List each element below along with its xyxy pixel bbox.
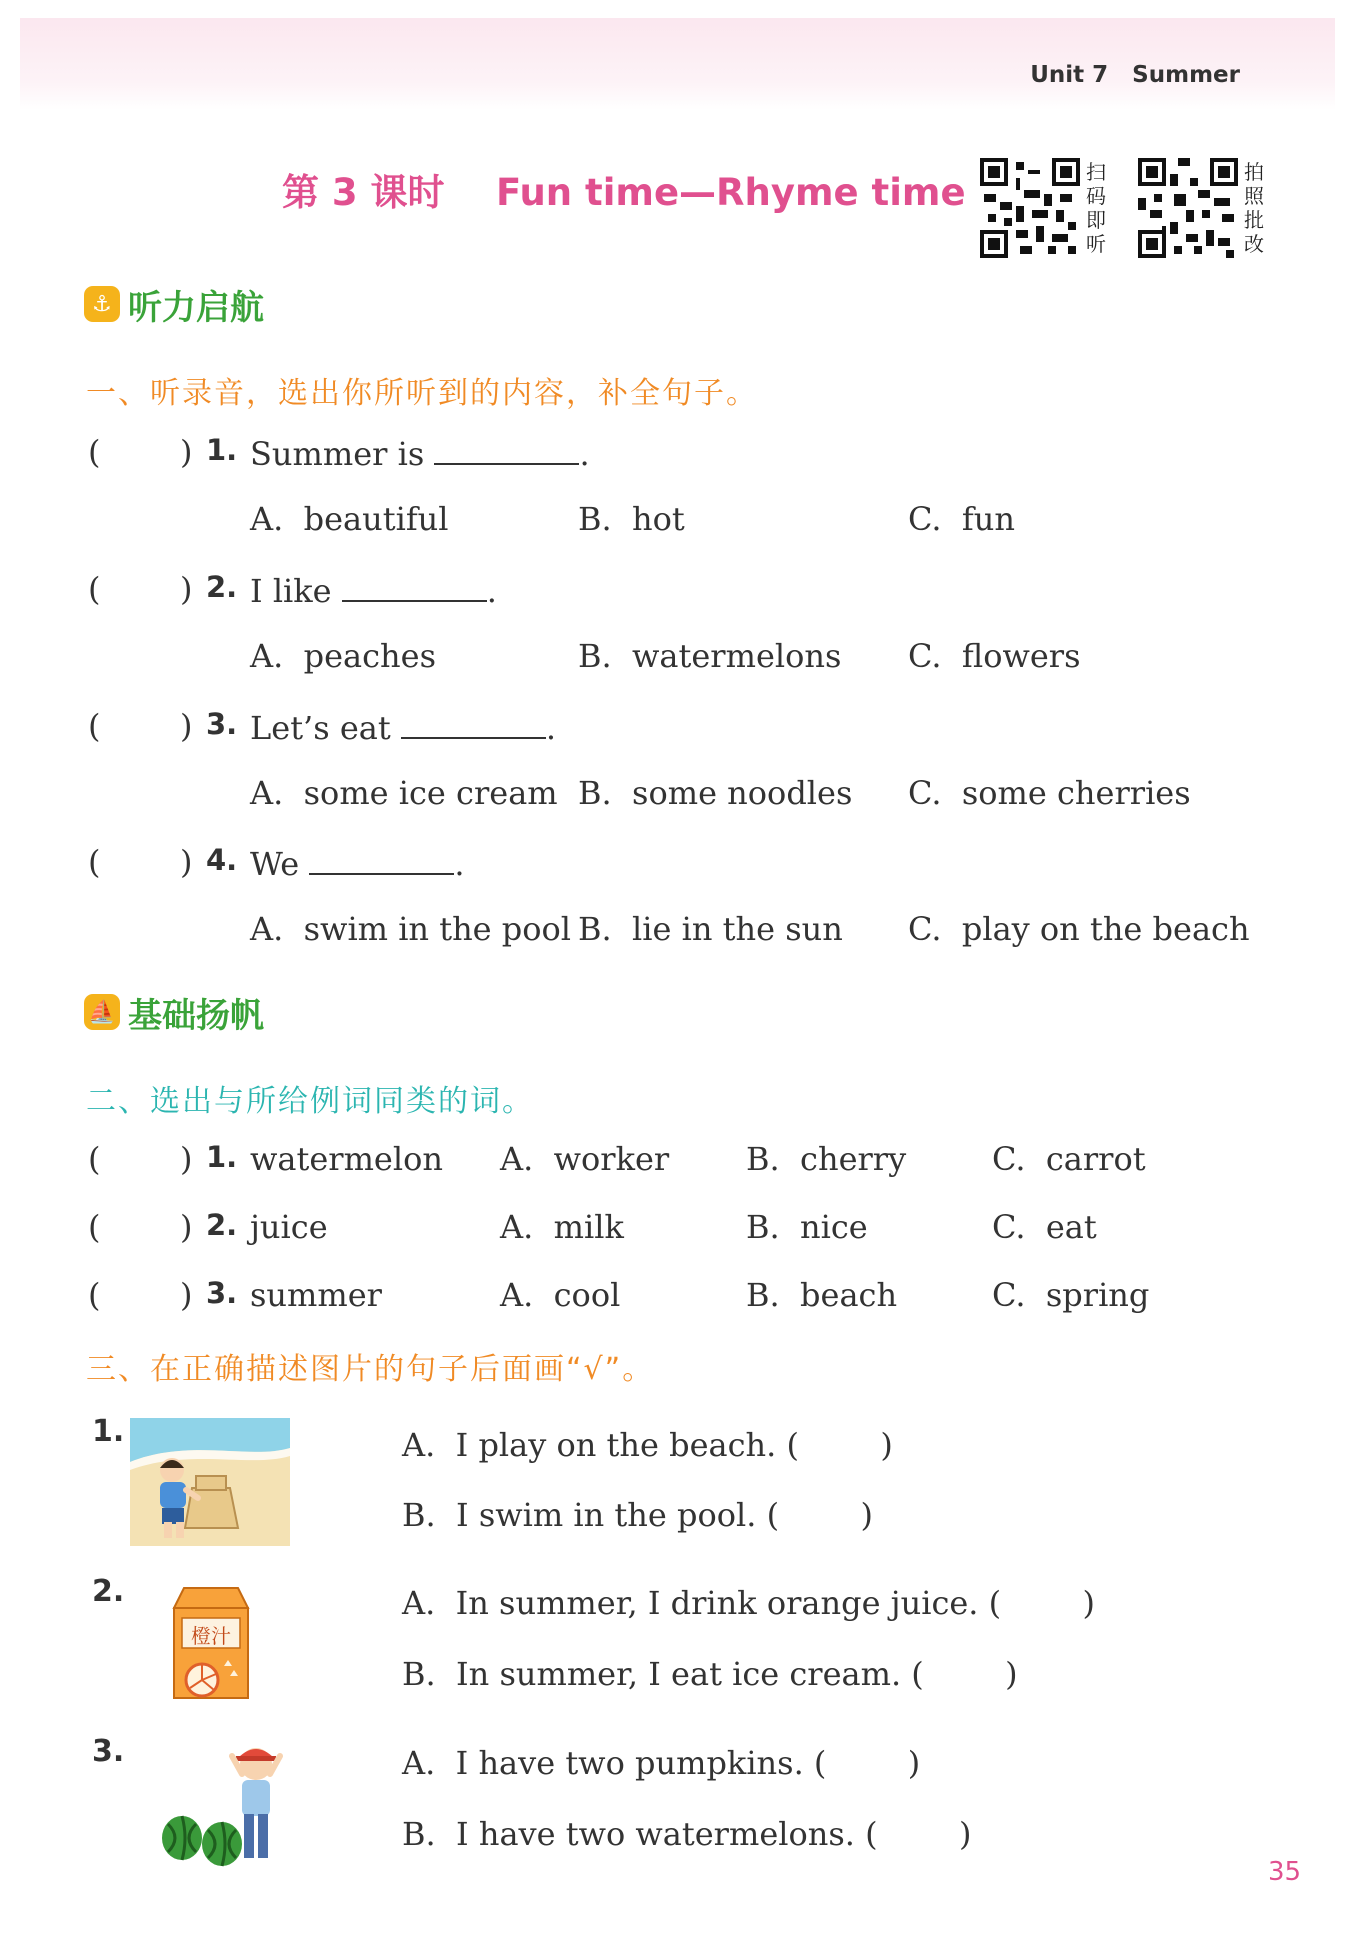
item-number: 2. [92,1574,125,1609]
option-b[interactable]: B. lie in the sun [578,910,843,948]
listening-question: ( ) 1. Summer is . [88,433,590,473]
answer-blank[interactable] [342,570,487,602]
statement-b[interactable]: B. I swim in the pool. ( ) [402,1496,873,1534]
statement-b[interactable]: B. I have two watermelons. ( ) [402,1815,972,1853]
option-c[interactable]: C. carrot [992,1140,1146,1178]
option-c[interactable]: C. eat [992,1208,1097,1246]
sailboat-icon: ⛵ [84,994,120,1030]
answer-blank[interactable] [401,707,546,739]
carton-label: 橙汁 [191,1624,231,1648]
qr-code-listen[interactable] [980,158,1080,258]
option-a[interactable]: A. peaches [250,637,437,675]
option-c[interactable]: C. play on the beach [908,910,1250,948]
option-c[interactable]: C. fun [908,500,1015,538]
option-b[interactable]: B. hot [578,500,685,538]
answer-blank[interactable] [434,433,579,465]
category-question: ( ) 1. watermelon A. worker B. cherry C. carrot [88,1140,1146,1178]
option-b[interactable]: B. some noodles [578,774,853,812]
option-a[interactable]: A. worker [500,1140,670,1178]
option-a[interactable]: A. milk [500,1208,624,1246]
option-a[interactable]: A. cool [500,1276,621,1314]
option-c[interactable]: C. flowers [908,637,1081,675]
beach-boy-picture [130,1418,290,1546]
option-a[interactable]: A. swim in the pool [250,910,572,948]
qr-grade-caption: 拍 照 批 改 [1244,160,1264,256]
orange-juice-carton-picture [168,1584,254,1700]
option-a[interactable]: A. some ice cream [250,774,558,812]
statement-a[interactable]: A. In summer, I drink orange juice. ( ) [402,1584,1095,1622]
part-1-title: 一、听录音，选出你所听到的内容，补全句子。 [86,376,758,411]
statement-b[interactable]: B. In summer, I eat ice cream. ( ) [402,1655,1018,1693]
item-number: 1. [92,1414,125,1449]
page-number: 35 [1268,1857,1302,1887]
listening-question: ( ) 2. I like . [88,570,497,610]
item-number: 3. [92,1734,125,1769]
option-b[interactable]: B. beach [746,1276,898,1314]
option-c[interactable]: C. spring [992,1276,1150,1314]
boy-watermelons-picture [152,1734,292,1870]
part-3-title: 三、在正确描述图片的句子后面画“√”。 [86,1352,655,1387]
unit-label: Unit 7 Summer [1030,62,1240,88]
option-b[interactable]: B. nice [746,1208,868,1246]
option-b[interactable]: B. cherry [746,1140,907,1178]
option-b[interactable]: B. watermelons [578,637,842,675]
part-2-title: 二、选出与所给例词同类的词。 [86,1084,534,1119]
lesson-title: 第 3 课时 Fun time—Rhyme time [282,171,966,214]
listening-question: ( ) 4. We . [88,843,465,883]
answer-blank[interactable] [309,843,454,875]
option-c[interactable]: C. some cherries [908,774,1191,812]
category-question: ( ) 2. juice A. milk B. nice C. eat [88,1208,1097,1246]
section-heading-listening: ⚓ 听力启航 [84,282,264,326]
statement-a[interactable]: A. I play on the beach. ( ) [402,1426,893,1464]
qr-listen-caption: 扫 码 即 听 [1086,160,1106,256]
option-a[interactable]: A. beautiful [250,500,449,538]
anchor-icon: ⚓ [84,286,120,322]
qr-code-grade[interactable] [1138,158,1238,258]
statement-a[interactable]: A. I have two pumpkins. ( ) [402,1744,921,1782]
listening-question: ( ) 3. Let’s eat . [88,707,557,747]
section-heading-basics: ⛵ 基础扬帆 [84,990,264,1034]
category-question: ( ) 3. summer A. cool B. beach C. spring [88,1276,1150,1314]
